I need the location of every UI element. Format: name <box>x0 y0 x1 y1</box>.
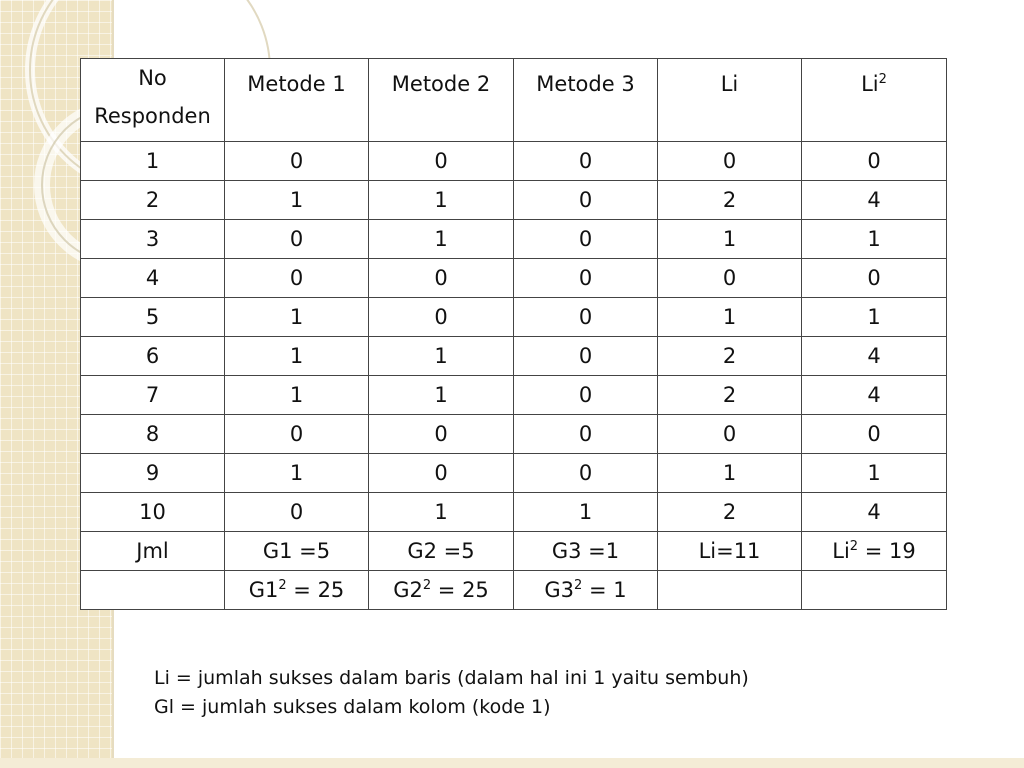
cell-li: 2 <box>658 493 802 532</box>
cell-metode-3: 1 <box>514 493 658 532</box>
cell-metode-2: 0 <box>369 415 514 454</box>
cell-metode-1: 0 <box>225 142 369 181</box>
cell-responden: 5 <box>81 298 225 337</box>
note-li-definition: Li = jumlah sukses dalam baris (dalam hal ini 1 yaitu sembuh) <box>154 667 749 689</box>
g1-squared-sup: 2 <box>278 578 287 593</box>
table-row <box>81 181 947 220</box>
cell-li: 1 <box>658 298 802 337</box>
cell-metode-2: 0 <box>369 259 514 298</box>
cell-responden: 1 <box>81 142 225 181</box>
squares-row <box>81 571 947 610</box>
cell-li-squared: 1 <box>802 454 947 493</box>
cell-li-squared: 0 <box>802 259 947 298</box>
cell-metode-2: 0 <box>369 454 514 493</box>
cell-metode-1: 0 <box>225 259 369 298</box>
cell-li-squared: 4 <box>802 493 947 532</box>
cell-metode-3: 0 <box>514 337 658 376</box>
cell-li: 0 <box>658 142 802 181</box>
jml-label: Jml <box>81 532 225 571</box>
table-row <box>81 220 947 259</box>
squares-empty-cell <box>81 571 225 610</box>
g2-squared-rest: = 25 <box>431 578 489 602</box>
cell-metode-2: 1 <box>369 337 514 376</box>
cell-li: 2 <box>658 337 802 376</box>
cell-metode-2: 1 <box>369 181 514 220</box>
table-row <box>81 493 947 532</box>
cell-metode-3: 0 <box>514 454 658 493</box>
cell-li-squared: 4 <box>802 376 947 415</box>
cell-metode-3: 0 <box>514 142 658 181</box>
table-row <box>81 415 947 454</box>
g3-squared-sup: 2 <box>574 578 583 593</box>
cell-metode-1: 1 <box>225 376 369 415</box>
cell-responden: 10 <box>81 493 225 532</box>
cell-li: 1 <box>658 220 802 259</box>
cell-li-squared: 1 <box>802 298 947 337</box>
cell-responden: 9 <box>81 454 225 493</box>
table-row <box>81 454 947 493</box>
squares-empty-cell <box>802 571 947 610</box>
header-li-squared <box>802 59 947 142</box>
cell-li-squared: 1 <box>802 220 947 259</box>
note-gl-definition: Gl = jumlah sukses dalam kolom (kode 1) <box>154 696 551 718</box>
header-responden-label: Responden <box>94 104 211 128</box>
cell-metode-3: 0 <box>514 181 658 220</box>
jml-li2-base: Li <box>832 539 850 563</box>
cell-responden: 8 <box>81 415 225 454</box>
g3-squared-base: G3 <box>544 578 575 602</box>
g1-squared-base: G1 <box>248 578 279 602</box>
cell-metode-3: 0 <box>514 259 658 298</box>
header-no-label: No <box>138 66 167 90</box>
table-row <box>81 298 947 337</box>
cell-metode-1: 1 <box>225 181 369 220</box>
cell-responden: 6 <box>81 337 225 376</box>
cell-li: 2 <box>658 181 802 220</box>
cell-metode-1: 0 <box>225 415 369 454</box>
cell-responden: 4 <box>81 259 225 298</box>
g2-squared-sup: 2 <box>422 578 432 593</box>
jml-g3: G3 =1 <box>514 532 658 571</box>
cell-metode-3: 0 <box>514 298 658 337</box>
cell-responden: 2 <box>81 181 225 220</box>
header-row <box>81 59 947 142</box>
g1-squared-rest: = 25 <box>286 578 345 602</box>
cell-responden: 3 <box>81 220 225 259</box>
cell-metode-1: 1 <box>225 454 369 493</box>
cell-metode-3: 0 <box>514 376 658 415</box>
cell-metode-2: 1 <box>369 376 514 415</box>
jml-li: Li=11 <box>658 532 802 571</box>
cell-metode-3: 0 <box>514 415 658 454</box>
results-table <box>80 58 947 610</box>
cell-metode-2: 0 <box>369 142 514 181</box>
cell-li-squared: 4 <box>802 337 947 376</box>
g3-squared-rest: = 1 <box>582 578 627 602</box>
jml-li2-sup: 2 <box>849 539 859 554</box>
table-row <box>81 259 947 298</box>
cell-li: 0 <box>658 259 802 298</box>
g2-squared-base: G2 <box>393 578 423 602</box>
header-li: Li <box>658 59 802 142</box>
header-metode-1: Metode 1 <box>225 59 369 142</box>
cell-li-squared: 0 <box>802 415 947 454</box>
header-li2-sup: 2 <box>878 72 887 87</box>
jml-li-squared <box>802 532 947 571</box>
cell-li: 2 <box>658 376 802 415</box>
cell-metode-1: 0 <box>225 493 369 532</box>
cell-li: 1 <box>658 454 802 493</box>
squares-empty-cell <box>658 571 802 610</box>
cell-li-squared: 0 <box>802 142 947 181</box>
g1-squared <box>225 571 369 610</box>
jml-row <box>81 532 947 571</box>
table-row <box>81 337 947 376</box>
notes <box>154 664 749 722</box>
table-row <box>81 142 947 181</box>
header-no-responden <box>81 59 225 142</box>
jml-li2-rest: = 19 <box>858 539 916 563</box>
cell-metode-2: 1 <box>369 220 514 259</box>
jml-g1: G1 =5 <box>225 532 369 571</box>
cell-metode-1: 0 <box>225 220 369 259</box>
g3-squared <box>514 571 658 610</box>
cell-metode-1: 1 <box>225 298 369 337</box>
header-li2-base: Li <box>861 72 879 96</box>
header-metode-3: Metode 3 <box>514 59 658 142</box>
cell-metode-1: 1 <box>225 337 369 376</box>
g2-squared <box>369 571 514 610</box>
cell-responden: 7 <box>81 376 225 415</box>
header-metode-2: Metode 2 <box>369 59 514 142</box>
jml-g2: G2 =5 <box>369 532 514 571</box>
cell-li: 0 <box>658 415 802 454</box>
cell-li-squared: 4 <box>802 181 947 220</box>
cell-metode-3: 0 <box>514 220 658 259</box>
cell-metode-2: 1 <box>369 493 514 532</box>
table-row <box>81 376 947 415</box>
cell-metode-2: 0 <box>369 298 514 337</box>
